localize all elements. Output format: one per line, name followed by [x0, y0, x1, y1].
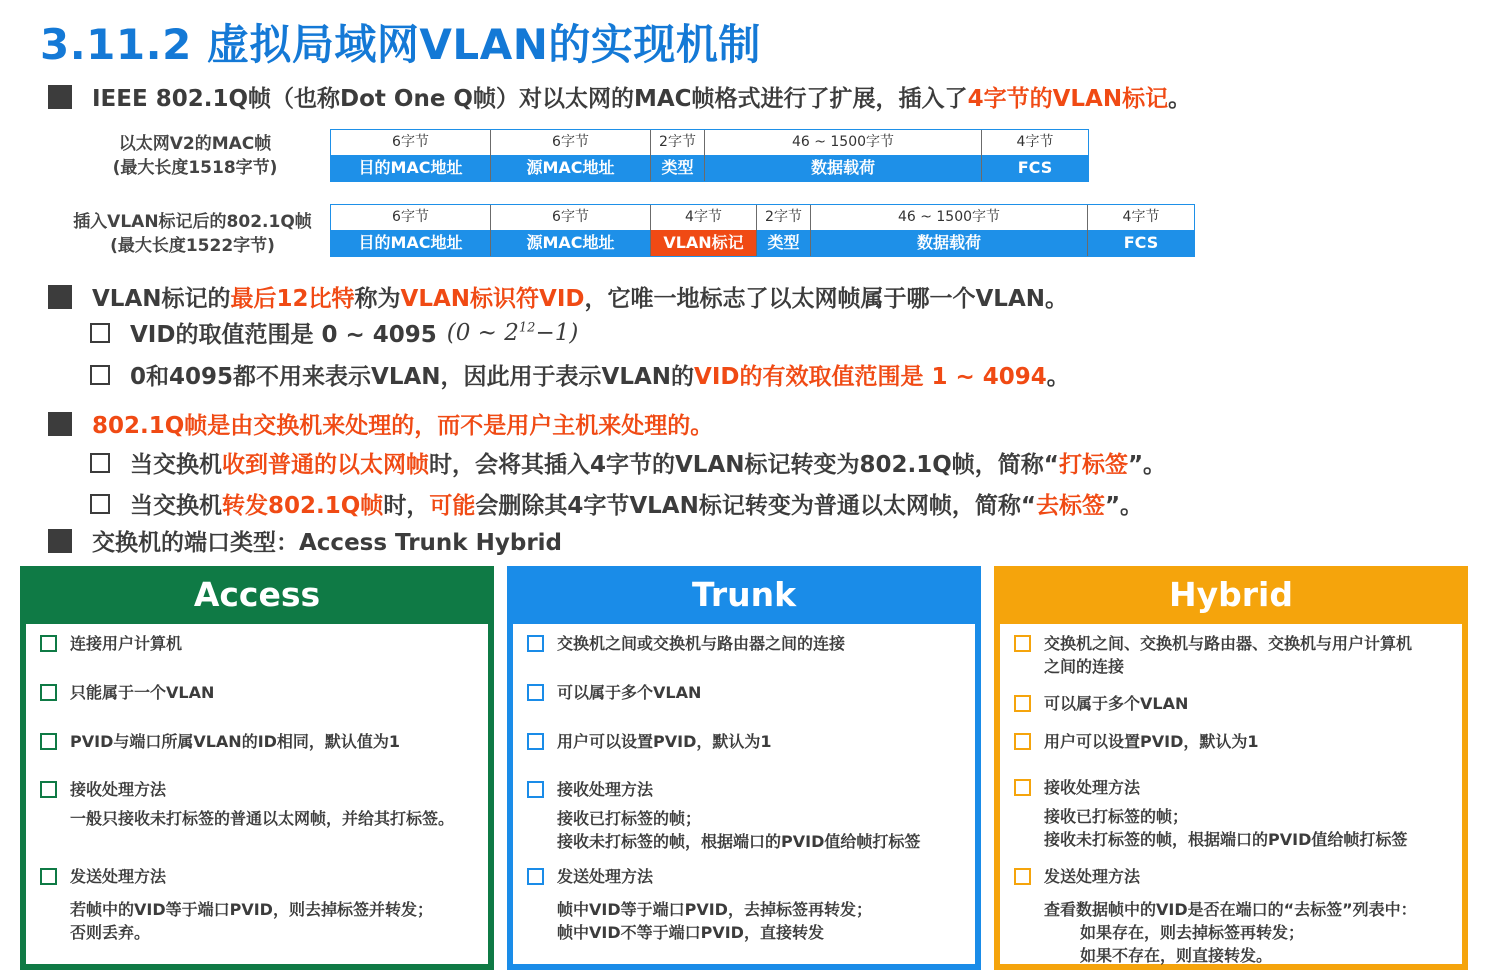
field-name: VLAN标记	[651, 230, 756, 256]
sub-bullet-untagging	[90, 487, 1143, 520]
bullet-text: 交换机的端口类型：Access Trunk Hybrid	[92, 530, 563, 556]
field-name: FCS	[982, 155, 1088, 181]
field-bytes: 2字节	[651, 130, 704, 155]
frame1-label	[100, 132, 290, 180]
list-item	[1014, 632, 1456, 678]
field-bytes: 2字节	[757, 205, 810, 230]
frame2-label-line2: (最大长度1522字节)	[110, 236, 275, 256]
bullet-text: VLAN标记的	[92, 286, 231, 312]
checkbox-square-icon	[1014, 695, 1031, 712]
page-title: 3.11.2 虚拟局域网VLAN的实现机制	[40, 20, 761, 69]
field-name: 源MAC地址	[491, 230, 650, 256]
item-detail: 否则丢弃。	[70, 923, 151, 942]
bullet-text: ”。	[1104, 493, 1144, 519]
field-bytes: 46 ~ 1500字节	[705, 130, 981, 155]
checkbox-square-icon	[527, 868, 544, 885]
list-item	[527, 730, 969, 753]
filled-square-icon	[48, 285, 72, 309]
bullet-text: VID的取值范围是 0 ~ 4095	[130, 322, 437, 348]
highlight-text: 转发802.1Q帧	[222, 493, 384, 519]
access-panel-title: Access	[193, 575, 321, 614]
bullet-text-end: 。	[1168, 86, 1192, 112]
field-name: 数据载荷	[811, 230, 1087, 256]
hollow-square-icon	[90, 323, 110, 343]
checkbox-square-icon	[527, 684, 544, 701]
hybrid-panel	[994, 566, 1468, 970]
checkbox-square-icon	[527, 733, 544, 750]
checkbox-square-icon	[40, 781, 57, 798]
trunk-panel	[507, 566, 981, 970]
checkbox-square-icon	[40, 733, 57, 750]
frame2-field-dest-mac	[331, 205, 491, 256]
item-detail: 如果存在，则去掉标签再转发；	[1080, 923, 1305, 942]
item-text: 用户可以设置PVID，默认为1	[557, 732, 772, 751]
filled-square-icon	[48, 85, 72, 109]
bullet-vid	[48, 280, 1068, 313]
sub-bullet-valid-range	[90, 358, 1070, 391]
item-detail: 如果不存在，则直接转发。	[1080, 946, 1273, 965]
bullet-ieee-8021q	[48, 80, 1191, 113]
item-text: 可以属于多个VLAN	[1044, 694, 1189, 713]
bullet-text: 当交换机	[130, 493, 222, 519]
item-text: 交换机之间、交换机与路由器、交换机与用户计算机	[1044, 634, 1413, 653]
frame2-field-vlan-tag	[651, 205, 757, 256]
bullet-text: 会删除其4字节VLAN标记转变为普通以太网帧，简称“	[475, 493, 1036, 519]
list-item	[1014, 865, 1456, 967]
field-bytes: 4字节	[651, 205, 756, 230]
frame1-field-fcs	[982, 130, 1088, 181]
frame2-label	[60, 210, 325, 258]
item-detail: 若帧中的VID等于端口PVID，则去掉标签并转发；	[70, 900, 433, 919]
checkbox-square-icon	[1014, 635, 1031, 652]
bullet-text: 0和4095都不用来表示VLAN，因此用于表示VLAN的	[130, 364, 695, 390]
item-text: 连接用户计算机	[70, 634, 183, 653]
list-item	[40, 681, 482, 704]
list-item	[527, 681, 969, 704]
item-detail: 帧中VID不等于端口PVID，直接转发	[557, 923, 824, 942]
bullet-text: ，它唯一地标志了以太网帧属于哪一个VLAN。	[584, 286, 1069, 312]
access-panel-body	[26, 624, 488, 964]
field-name: 源MAC地址	[491, 155, 650, 181]
frame2-field-src-mac	[491, 205, 651, 256]
highlight-text: 802.1Q帧是由交换机来处理的，而不是用户主机来处理的。	[92, 413, 714, 439]
checkbox-square-icon	[40, 868, 57, 885]
checkbox-square-icon	[40, 684, 57, 701]
field-bytes: 6字节	[491, 130, 650, 155]
item-detail: 帧中VID等于端口PVID，去掉标签再转发；	[557, 900, 872, 919]
formula-base: (0 ~ 2	[446, 319, 519, 346]
access-panel	[20, 566, 494, 970]
field-name: 类型	[651, 155, 704, 181]
list-item	[1014, 730, 1456, 753]
bullet-text: ”。	[1127, 452, 1167, 478]
field-name: FCS	[1088, 230, 1194, 256]
list-item	[40, 632, 482, 655]
frame1-field-src-mac	[491, 130, 651, 181]
item-text: 可以属于多个VLAN	[557, 683, 702, 702]
bullet-text: 时，会将其插入4字节的VLAN标记转变为802.1Q帧，简称“	[429, 452, 1059, 478]
sub-bullet-tagging	[90, 446, 1166, 479]
trunk-panel-title: Trunk	[691, 575, 797, 614]
checkbox-square-icon	[527, 781, 544, 798]
dot1q-frame	[330, 204, 1195, 257]
highlight-text: 打标签	[1058, 452, 1128, 478]
hybrid-panel-body	[1000, 624, 1462, 964]
field-name: 目的MAC地址	[331, 155, 490, 181]
highlight-text: 4字节的VLAN标记	[967, 86, 1169, 112]
highlight-text: VLAN标识符VID	[400, 286, 585, 312]
checkbox-square-icon	[1014, 733, 1031, 750]
list-item	[40, 778, 482, 830]
frame1-field-payload	[705, 130, 982, 181]
list-item	[527, 865, 969, 944]
field-bytes: 4字节	[982, 130, 1088, 155]
trunk-panel-body	[513, 624, 975, 964]
formula-exponent: 12	[518, 319, 536, 335]
item-text: 只能属于一个VLAN	[70, 683, 215, 702]
highlight-text: 收到普通的以太网帧	[222, 452, 429, 478]
item-text: 用户可以设置PVID，默认为1	[1044, 732, 1259, 751]
sub-bullet-vid-range	[90, 316, 578, 349]
checkbox-square-icon	[40, 635, 57, 652]
frame2-field-payload	[811, 205, 1088, 256]
frame1-label-line2: (最大长度1518字节)	[112, 158, 278, 178]
item-text: 交换机之间或交换机与路由器之间的连接	[557, 634, 846, 653]
checkbox-square-icon	[1014, 779, 1031, 796]
bullet-text: IEEE 802.1Q帧（也称Dot One Q帧）对以太网的MAC帧格式进行了扩展，插入了	[92, 86, 968, 112]
item-detail: 接收已打标签的帧；	[1044, 807, 1189, 826]
item-text: 接收处理方法	[557, 780, 654, 799]
vid-range-formula	[447, 320, 579, 346]
field-name: 类型	[757, 230, 810, 256]
item-text: 接收处理方法	[70, 780, 167, 799]
item-detail: 接收未打标签的帧，根据端口的PVID值给帧打标签	[1044, 830, 1408, 849]
list-item	[40, 865, 482, 944]
bullet-port-types	[48, 524, 562, 557]
item-detail: 接收未打标签的帧，根据端口的PVID值给帧打标签	[557, 832, 921, 851]
hollow-square-icon	[90, 494, 110, 514]
bullet-text: 。	[1046, 364, 1070, 390]
list-item	[40, 730, 482, 753]
hollow-square-icon	[90, 453, 110, 473]
field-bytes: 4字节	[1088, 205, 1194, 230]
frame2-label-line1: 插入VLAN标记后的802.1Q帧	[73, 212, 312, 232]
frame2-field-fcs	[1088, 205, 1194, 256]
item-text: 接收处理方法	[1044, 778, 1141, 797]
hybrid-panel-title: Hybrid	[1169, 575, 1293, 614]
highlight-text: VID的有效取值范围是 1 ~ 4094	[694, 364, 1047, 390]
highlight-text: 可能	[429, 493, 476, 519]
item-text: 发送处理方法	[557, 867, 654, 886]
ethernet-v2-frame	[330, 129, 1089, 182]
field-bytes: 6字节	[491, 205, 650, 230]
field-bytes: 6字节	[331, 205, 490, 230]
hollow-square-icon	[90, 365, 110, 385]
frame1-label-line1: 以太网V2的MAC帧	[118, 134, 272, 154]
item-text-cont: 之间的连接	[1044, 657, 1125, 676]
highlight-text: 去标签	[1035, 493, 1105, 519]
formula-tail: −1)	[535, 319, 579, 346]
item-detail: 查看数据帧中的VID是否在端口的“去标签”列表中：	[1044, 900, 1417, 919]
item-text: 发送处理方法	[70, 867, 167, 886]
bullet-text: 时，	[383, 493, 430, 519]
field-bytes: 46 ~ 1500字节	[811, 205, 1087, 230]
frame2-field-type	[757, 205, 811, 256]
highlight-text: 最后12比特	[230, 286, 355, 312]
bullet-text: 当交换机	[130, 452, 222, 478]
item-detail: 一般只接收未打标签的普通以太网帧，并给其打标签。	[70, 809, 455, 828]
list-item	[527, 632, 969, 655]
field-name: 数据载荷	[705, 155, 981, 181]
item-text: 发送处理方法	[1044, 867, 1141, 886]
bullet-text: 称为	[354, 286, 401, 312]
bullet-switch-handles	[48, 407, 713, 440]
item-detail: 接收已打标签的帧；	[557, 809, 702, 828]
list-item	[1014, 776, 1456, 851]
frame1-field-type	[651, 130, 705, 181]
field-name: 目的MAC地址	[331, 230, 490, 256]
frame1-field-dest-mac	[331, 130, 491, 181]
list-item	[527, 778, 969, 853]
filled-square-icon	[48, 529, 72, 553]
checkbox-square-icon	[1014, 868, 1031, 885]
item-text: PVID与端口所属VLAN的ID相同，默认值为1	[70, 732, 401, 751]
list-item	[1014, 692, 1456, 715]
field-bytes: 6字节	[331, 130, 490, 155]
checkbox-square-icon	[527, 635, 544, 652]
filled-square-icon	[48, 412, 72, 436]
